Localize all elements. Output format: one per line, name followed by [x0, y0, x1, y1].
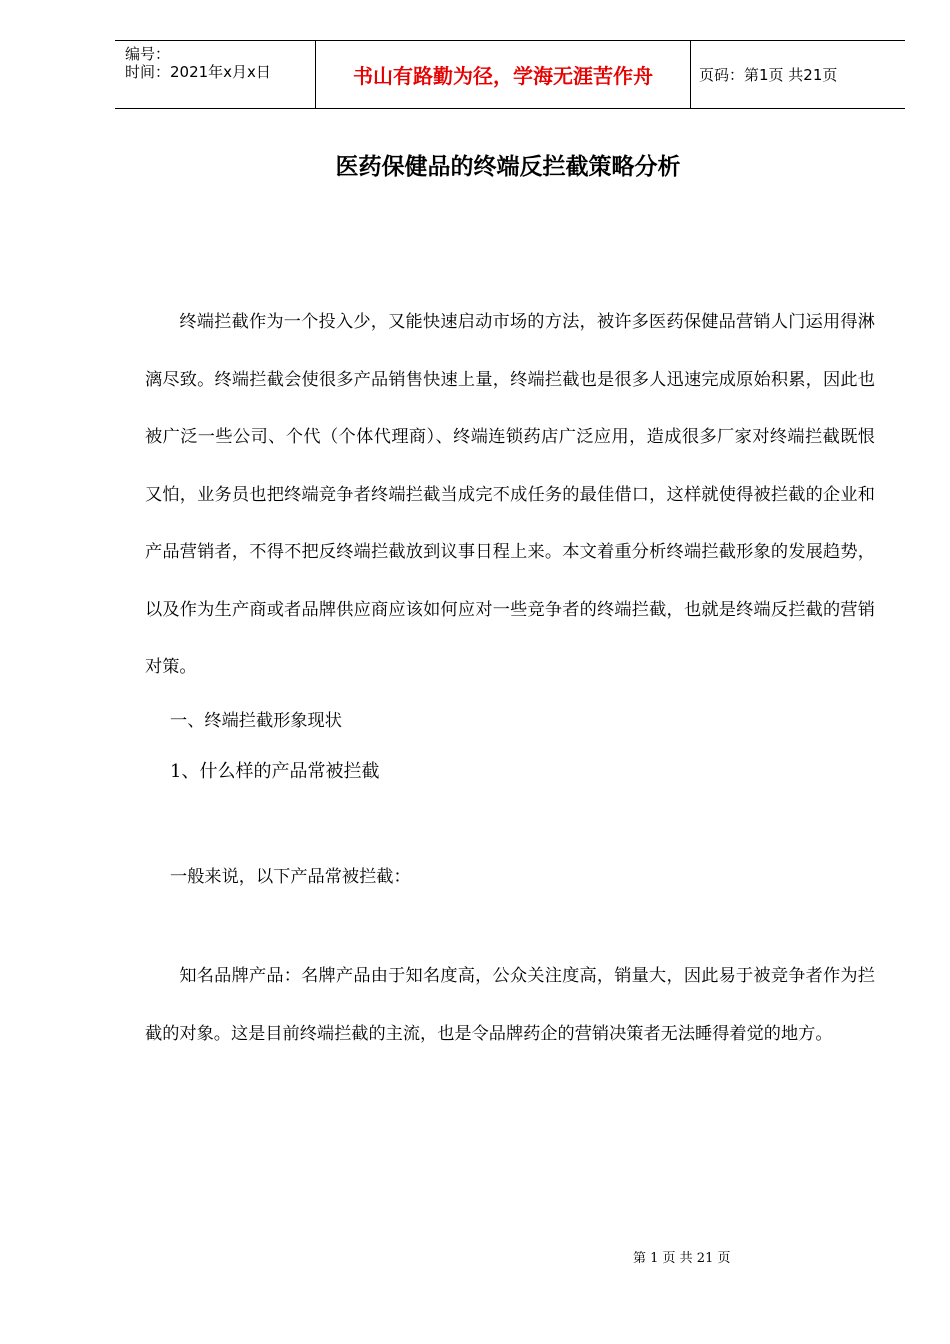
general-statement: 一般来说，以下产品常被拦截： — [170, 867, 411, 887]
header-motto-cell — [316, 41, 691, 108]
document-number-label: 编号： — [125, 45, 171, 63]
header-page-cell — [691, 41, 905, 108]
intro-paragraph: 终端拦截作为一个投入少，又能快速启动市场的方法，被许多医药保健品营销人门运用得淋漓尽致。终端拦截会使很多产品销售快速上量，终端拦截也是很多人迅速完成原始积累，因此也被广泛一些公司、个代（个体代理商）、终端连锁药店广泛应用，造成很多厂家对终端拦截既恨又怕，业务员也把终端竞争者终端拦截当成完不成任务的最佳借口，这样就使得被拦截的企业和产品营销者，不得不把反终端拦截放到议事日程上来。本文着重分析终端拦截形象的发展趋势，以及作为生产商或者品牌供应商应该如何应对一些竞争者的终端拦截，也就是终端反拦截的营销对策。 — [145, 312, 875, 677]
page-footer: 第 1 页 共 21 页 — [633, 1251, 731, 1266]
page-header — [115, 40, 905, 109]
header-meta-cell — [115, 41, 316, 108]
document-time-label: 时间：2021年x月x日 — [125, 63, 271, 81]
document-title: 医药保健品的终端反拦截策略分析 — [335, 154, 681, 180]
document-title-block — [0, 148, 950, 181]
header-motto: 书山有路勤为径，学海无涯苦作舟 — [353, 64, 653, 88]
subsection-heading: 1、什么样的产品常被拦截 — [170, 761, 380, 782]
header-page-info: 页码：第1页 共21页 — [699, 66, 838, 84]
section-heading: 一、终端拦截形象现状 — [170, 711, 342, 731]
brand-paragraph: 知名品牌产品：名牌产品由于知名度高，公众关注度高，销量大，因此易于被竞争者作为拦截的对象。这是目前终端拦截的主流，也是令品牌药企的营销决策者无法睡得着觉的地方。 — [145, 966, 875, 1044]
